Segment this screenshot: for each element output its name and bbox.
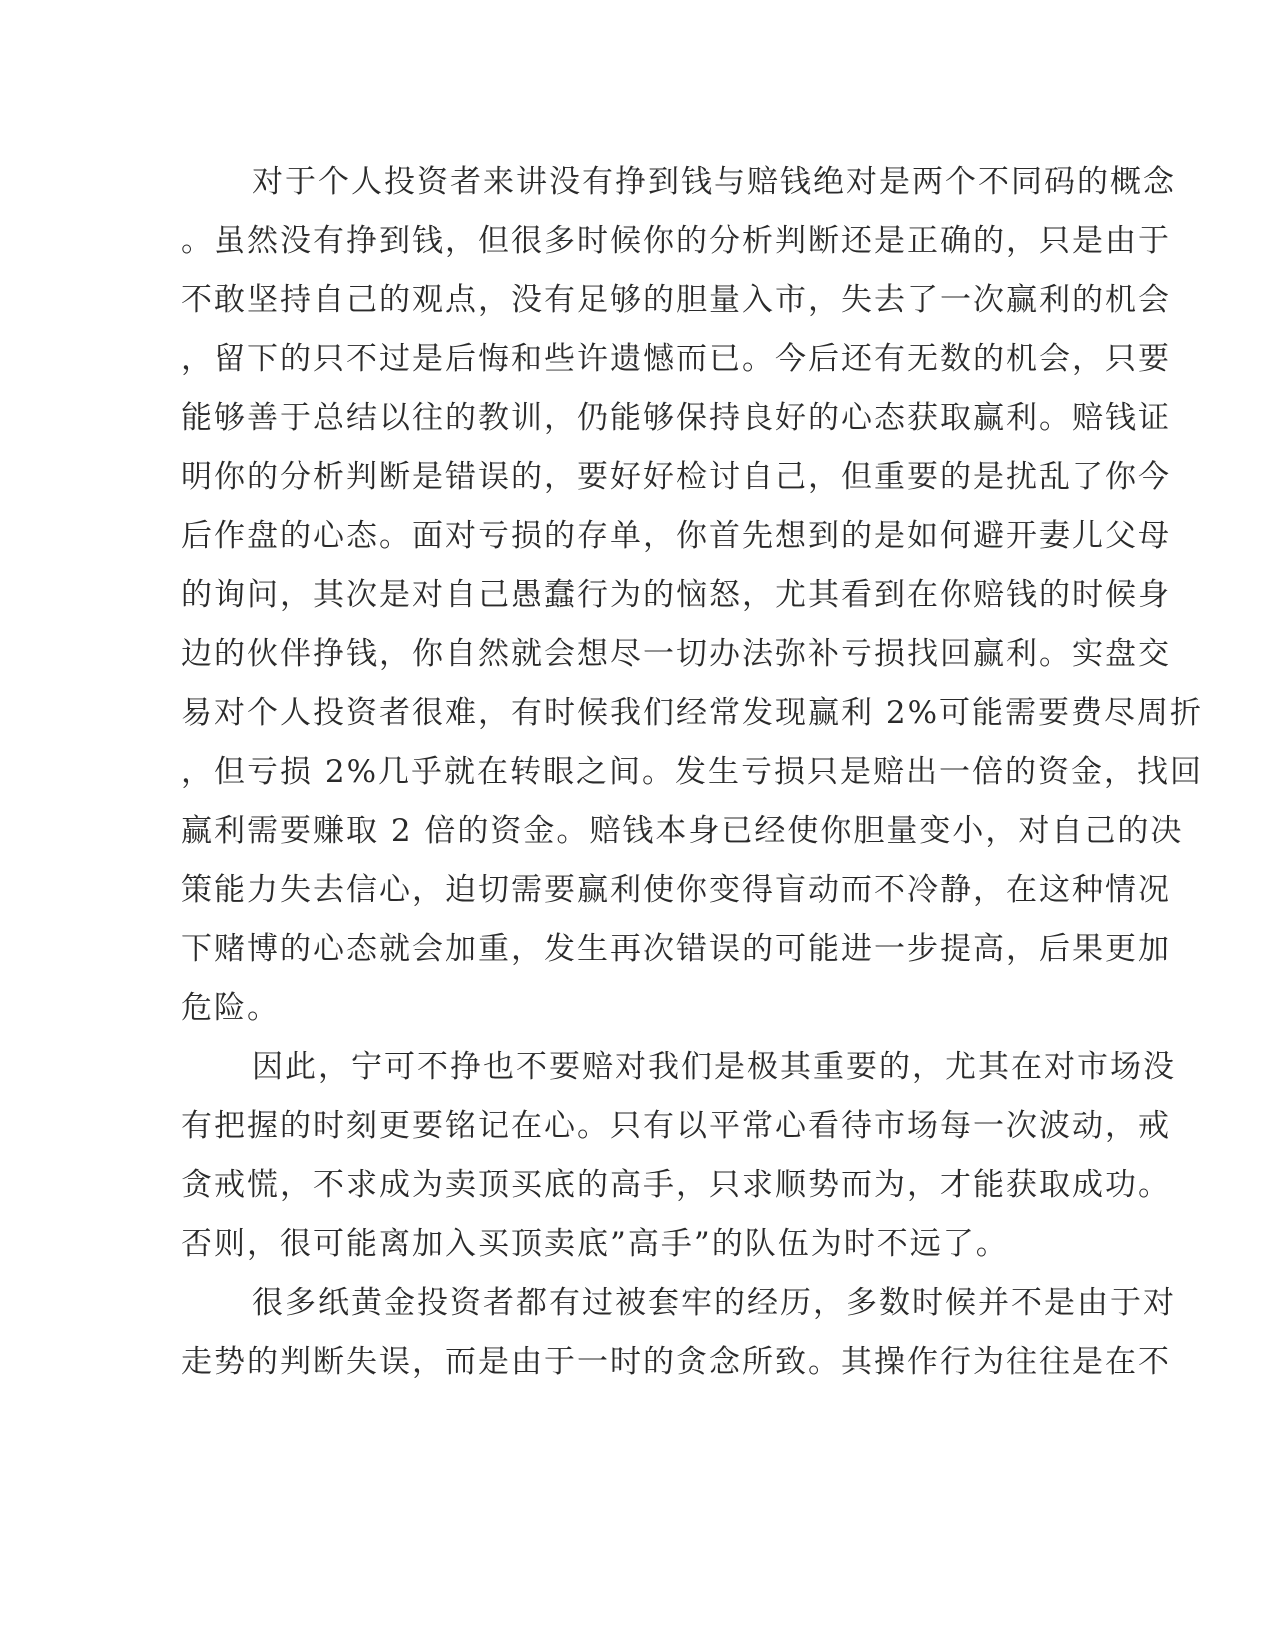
paragraph-1-line-8: 的询问，其次是对自己愚蠢行为的恼怒，尤其看到在你赔钱的时候身 xyxy=(181,577,1171,613)
paragraph-2-line-2: 有把握的时刻更要铭记在心。只有以平常心看待市场每一次波动，戒 xyxy=(181,1108,1171,1144)
paragraph-1-line-7: 后作盘的心态。面对亏损的存单，你首先想到的是如何避开妻儿父母 xyxy=(181,518,1171,554)
paragraph-1-line-3: 不敢坚持自己的观点，没有足够的胆量入市，失去了一次赢利的机会 xyxy=(181,282,1171,318)
paragraph-1-line-15: 危险。 xyxy=(181,990,280,1026)
paragraph-1-line-4: ，留下的只不过是后悔和些许遗憾而已。今后还有无数的机会，只要 xyxy=(181,341,1171,377)
paragraph-2-line-4: 否则，很可能离加入买顶卖底”高手”的队伍为时不远了。 xyxy=(181,1226,1009,1262)
paragraph-1-line-9: 边的伙伴挣钱，你自然就会想尽一切办法弥补亏损找回赢利。实盘交 xyxy=(181,636,1171,672)
paragraph-1-line-13: 策能力失去信心，迫切需要赢利使你变得盲动而不冷静，在这种情况 xyxy=(181,872,1171,908)
paragraph-1-line-14: 下赌博的心态就会加重，发生再次错误的可能进一步提高，后果更加 xyxy=(181,931,1171,967)
paragraph-1-line-6: 明你的分析判断是错误的，要好好检讨自己，但重要的是扰乱了你今 xyxy=(181,459,1171,495)
paragraph-2-line-3: 贪戒慌，不求成为卖顶买底的高手，只求顺势而为，才能获取成功。 xyxy=(181,1167,1171,1203)
paragraph-1-line-5: 能够善于总结以往的教训，仍能够保持良好的心态获取赢利。赔钱证 xyxy=(181,400,1171,436)
paragraph-3-line-1: 很多纸黄金投资者都有过被套牢的经历，多数时候并不是由于对 xyxy=(252,1285,1176,1321)
paragraph-1-line-1: 对于个人投资者来讲没有挣到钱与赔钱绝对是两个不同码的概念 xyxy=(252,164,1176,200)
paragraph-1-line-10: 易对个人投资者很难，有时候我们经常发现赢利 2%可能需要费尽周折 xyxy=(181,695,1204,731)
paragraph-2-line-1: 因此，宁可不挣也不要赔对我们是极其重要的，尤其在对市场没 xyxy=(252,1049,1176,1085)
paragraph-1-line-11: ，但亏损 2%几乎就在转眼之间。发生亏损只是赔出一倍的资金，找回 xyxy=(181,754,1204,790)
paragraph-1-line-12: 赢利需要赚取 2 倍的资金。赔钱本身已经使你胆量变小，对自己的决 xyxy=(181,813,1184,849)
paragraph-1-line-2: 。虽然没有挣到钱，但很多时候你的分析判断还是正确的，只是由于 xyxy=(181,223,1171,259)
paragraph-3-line-2: 走势的判断失误，而是由于一时的贪念所致。其操作行为往往是在不 xyxy=(181,1344,1171,1380)
